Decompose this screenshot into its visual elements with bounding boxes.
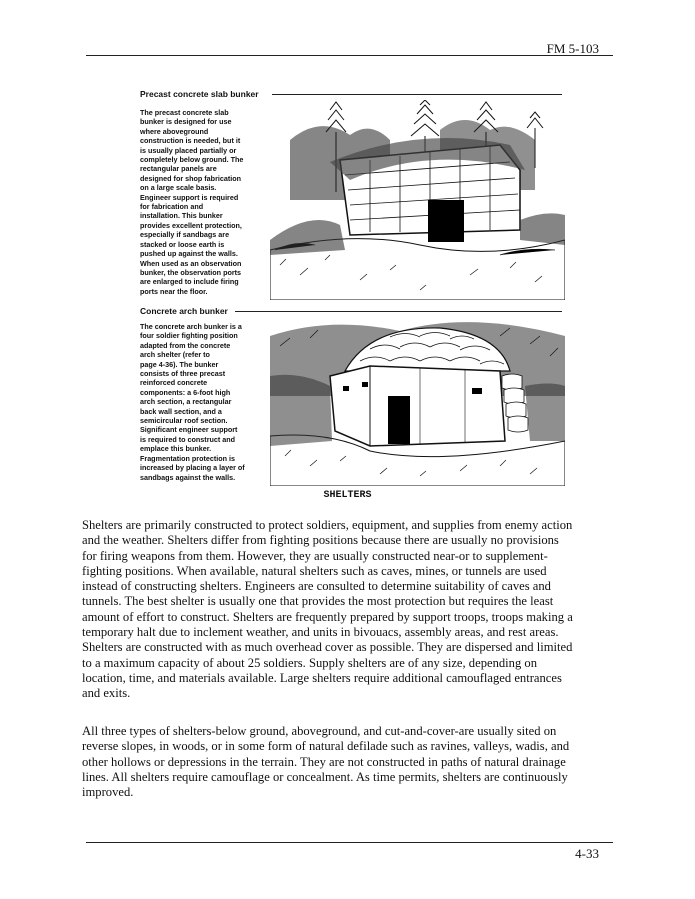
paragraph-1-line: for firing weapons from them. However, they are usually constructed near-or to supplement- xyxy=(82,548,548,563)
header-manual-code: FM 5-103 xyxy=(546,41,599,56)
figure-panel-1-line: are enlarged to include firing xyxy=(140,277,239,287)
figure-panel-2-line: The concrete arch bunker is a xyxy=(140,322,242,331)
figure-panel-1-line: ports near the floor. xyxy=(140,286,208,296)
figure-panel-1-line: completely below ground. The xyxy=(140,155,244,165)
figure-panel-1-line: construction is needed, but it xyxy=(140,136,241,146)
paragraph-1-line: tunnels. The best shelter is usually one that provides the most protection but requires the least xyxy=(82,594,554,609)
paragraph-1-line: amount of effort to construct. Shelters are frequently prepared by support troops, troops making a xyxy=(82,609,573,624)
figure-panel-1-rule xyxy=(272,94,562,95)
figure-panel-1-line: for fabrication and xyxy=(140,202,204,212)
paragraph-1-line: to a maximum capacity of about 25 soldiers. Supply shelters are of any size, depending on xyxy=(82,655,538,670)
paragraph-1 xyxy=(82,518,622,702)
figure-panel-2-line: semicircular roof section. xyxy=(140,416,228,426)
figure-panel-1-line: especially if sandbags are xyxy=(140,230,230,240)
paragraph-2-line: improved. xyxy=(82,785,134,800)
footer-rule xyxy=(86,842,613,843)
figure-panel-2-line: arch shelter (refer to xyxy=(140,350,210,360)
figure-panel-2-line: consists of three precast xyxy=(140,369,226,379)
paragraph-1-line: location, time, and materials available. Large shelters require additional camouflaged entrances xyxy=(82,670,562,685)
figure-panel-1-line: designed for shop fabrication xyxy=(140,173,242,183)
paragraph-1-line: and the weather. Shelters differ from fighting positions because there are usually no provisions xyxy=(82,533,559,548)
paragraph-1-line: temporary halt due to inclement weather, and units in bivouacs, assembly areas, and rest areas. xyxy=(82,625,559,640)
figure-panel-1-line: is usually placed partially or xyxy=(140,145,237,155)
paragraph-1-line: Shelters are primarily constructed to protect soldiers, equipment, and supplies from enemy action xyxy=(82,518,573,532)
figure-panel-1-line: The precast concrete slab xyxy=(140,108,229,117)
figure-panel-2-rule xyxy=(235,311,562,312)
concrete-arch-bunker-illustration xyxy=(270,316,565,486)
paragraph-2 xyxy=(82,724,622,800)
figure-panel-2-line: emplace this bunker. xyxy=(140,444,212,454)
figure-panel-1-line: stacked or loose earth is xyxy=(140,239,225,249)
figure-panel-1-line: rectangular panels are xyxy=(140,164,217,174)
page-number: 4-33 xyxy=(575,846,599,861)
figure-caption: SHELTERS xyxy=(323,490,372,501)
figure-panel-1-line: provides excellent protection, xyxy=(140,220,242,230)
figure-panel-2-line: back wall section, and a xyxy=(140,406,222,416)
figure-panel-2-line: components: a 6-foot high xyxy=(140,387,231,397)
figure-panel-1-line: installation. This bunker xyxy=(140,211,223,221)
figure-panel-2-line: sandbags against the walls. xyxy=(140,472,236,482)
figure-panel-2-title: Concrete arch bunker xyxy=(140,306,228,316)
figure-panel-2-line: arch section, a rectangular xyxy=(140,397,232,407)
paragraph-1-line: fighting positions. When available, natural shelters such as caves, mines, or tunnels are used xyxy=(82,563,547,578)
figure-panel-1-line: bunker is designed for use xyxy=(140,117,232,127)
figure-panel-2-line: Significant engineer support xyxy=(140,425,238,435)
paragraph-2-line: other hollows or depressions in the terrain. They are not constructed in paths of natural drainage xyxy=(82,754,566,769)
paragraph-1-line: Shelters are constructed with as much overhead cover as possible. They are dispersed and limited xyxy=(82,640,573,655)
figure-panel-2-text xyxy=(140,322,265,482)
paragraph-1-line: instead of constructing shelters. Engineers are consulted to determine suitability of caves and xyxy=(82,579,551,594)
paragraph-2-line: All three types of shelters-below ground, aboveground, and cut-and-cover-are usually sited on xyxy=(82,724,557,738)
figure-panel-2-line: four soldier fighting position xyxy=(140,331,238,341)
figure-panel-1-line: where aboveground xyxy=(140,126,209,136)
figure-panel-1-line: pushed up against the walls. xyxy=(140,249,238,259)
figure-panel-1-text xyxy=(140,108,265,296)
paragraph-2-line: reverse slopes, in woods, or in some form of natural defilade such as ravines, valleys, wadis, and xyxy=(82,739,570,754)
figure-panel-2-line: Fragmentation protection is xyxy=(140,453,236,463)
paragraph-2-line: lines. All shelters require camouflage or concealment. As time permits, shelters are continuously xyxy=(82,769,568,784)
paragraph-1-line: and exits. xyxy=(82,686,131,701)
figure-panel-2-line: adapted from the concrete xyxy=(140,340,231,350)
figure-panel-2-line: is required to construct and xyxy=(140,434,236,444)
figure-panel-1-title: Precast concrete slab bunker xyxy=(140,89,259,99)
figure-panel-1-line: bunker, the observation ports xyxy=(140,267,242,277)
figure-panel-2-line: reinforced concrete xyxy=(140,378,208,388)
figure-panel-1-line: When used as an observation xyxy=(140,258,242,268)
figure-panel-1-line: Engineer support is required xyxy=(140,192,239,202)
figure-panel-2-line: page 4-36). The bunker xyxy=(140,359,219,369)
precast-slab-bunker-illustration xyxy=(270,100,565,300)
header-rule xyxy=(86,55,613,56)
figure-panel-1-line: on a large scale basis. xyxy=(140,183,217,193)
figure-panel-2-line: increased by placing a layer of xyxy=(140,463,245,473)
